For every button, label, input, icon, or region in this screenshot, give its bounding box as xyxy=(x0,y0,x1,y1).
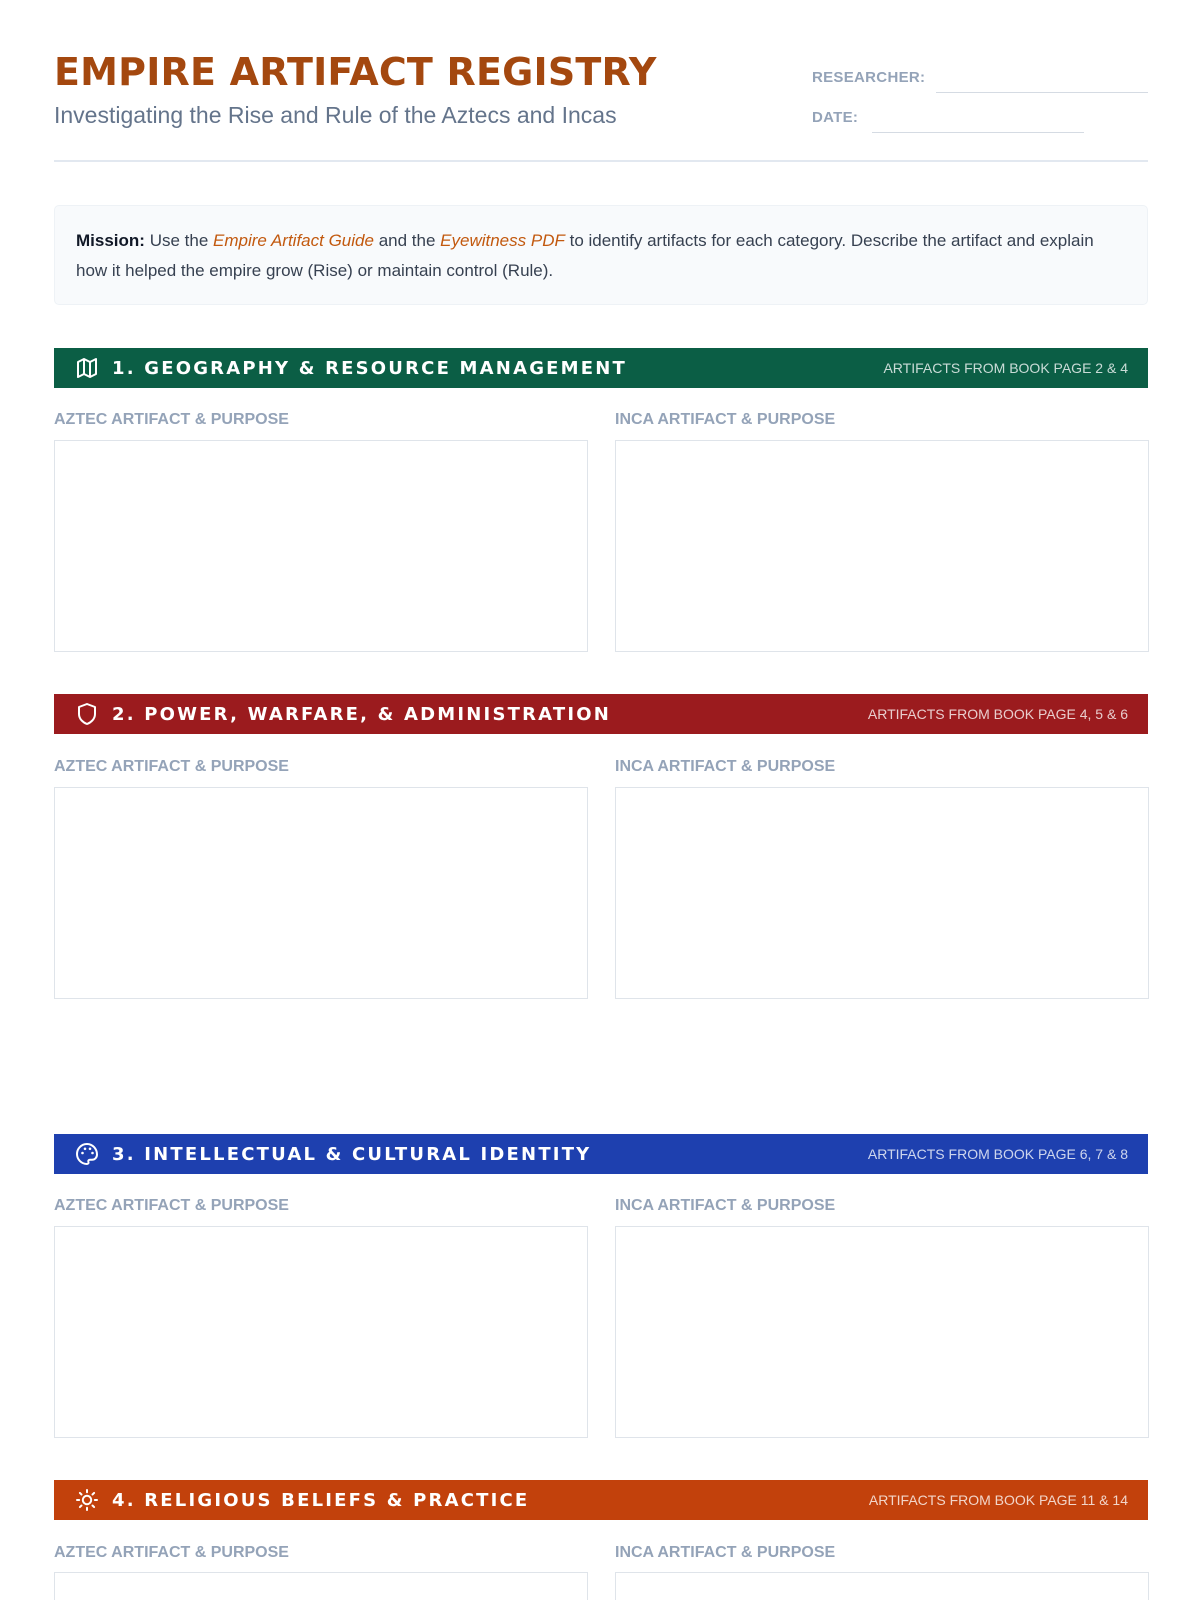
section-title: 1. GEOGRAPHY & RESOURCE MANAGEMENT xyxy=(112,357,628,379)
header-divider xyxy=(54,160,1148,162)
sun-icon xyxy=(74,1487,100,1513)
page-subtitle: Investigating the Rise and Rule of the Aztecs and Incas xyxy=(54,102,617,128)
date-label: DATE: xyxy=(812,109,859,126)
section-page-note: ARTIFACTS FROM BOOK PAGE 6, 7 & 8 xyxy=(867,1146,1128,1162)
palette-icon xyxy=(74,1141,100,1167)
map-icon xyxy=(74,355,100,381)
section-page-note: ARTIFACTS FROM BOOK PAGE 4, 5 & 6 xyxy=(867,706,1128,722)
section-title: 4. RELIGIOUS BELIEFS & PRACTICE xyxy=(112,1489,530,1511)
section-title: 3. INTELLECTUAL & CULTURAL IDENTITY xyxy=(112,1143,592,1165)
date-field[interactable] xyxy=(872,132,1084,133)
inca-column-label: INCA ARTIFACT & PURPOSE xyxy=(615,1544,836,1561)
section-page-note: ARTIFACTS FROM BOOK PAGE 11 & 14 xyxy=(868,1492,1128,1508)
aztec-geography-answer-box[interactable] xyxy=(54,440,588,652)
eyewitness-pdf-link: Eyewitness PDF xyxy=(440,231,565,250)
artifact-guide-link: Empire Artifact Guide xyxy=(213,231,374,250)
aztec-power-answer-box[interactable] xyxy=(54,787,588,999)
aztec-column-label: AZTEC ARTIFACT & PURPOSE xyxy=(54,1197,289,1214)
researcher-field[interactable] xyxy=(936,92,1148,93)
mission-box xyxy=(54,205,1148,305)
section-power-header xyxy=(54,694,1148,734)
shield-icon xyxy=(74,701,100,727)
inca-column-label: INCA ARTIFACT & PURPOSE xyxy=(615,1197,836,1214)
inca-religious-answer-box[interactable] xyxy=(615,1572,1149,1600)
mission-label: Mission: xyxy=(76,231,145,250)
aztec-religious-answer-box[interactable] xyxy=(54,1572,588,1600)
aztec-column-label: AZTEC ARTIFACT & PURPOSE xyxy=(54,758,289,775)
inca-geography-answer-box[interactable] xyxy=(615,440,1149,652)
aztec-intellectual-answer-box[interactable] xyxy=(54,1226,588,1438)
aztec-column-label: AZTEC ARTIFACT & PURPOSE xyxy=(54,411,289,428)
inca-column-label: INCA ARTIFACT & PURPOSE xyxy=(615,758,836,775)
mission-text-1: Use the xyxy=(149,231,209,250)
section-page-note: ARTIFACTS FROM BOOK PAGE 2 & 4 xyxy=(883,360,1128,376)
mission-text-2: and the xyxy=(378,231,436,250)
mission-text-3: to identify artifacts for each category. Describe the artifact and explain how it helped the empire grow (Rise) or maintain control (Rule). xyxy=(76,231,1094,280)
inca-intellectual-answer-box[interactable] xyxy=(615,1226,1149,1438)
section-intellectual-header xyxy=(54,1134,1148,1174)
section-geography-header xyxy=(54,348,1148,388)
inca-column-label: INCA ARTIFACT & PURPOSE xyxy=(615,411,836,428)
section-religious-header xyxy=(54,1480,1148,1520)
section-title: 2. POWER, WARFARE, & ADMINISTRATION xyxy=(112,703,612,725)
aztec-column-label: AZTEC ARTIFACT & PURPOSE xyxy=(54,1544,289,1561)
inca-power-answer-box[interactable] xyxy=(615,787,1149,999)
researcher-label: RESEARCHER: xyxy=(812,69,926,86)
page-title: EMPIRE ARTIFACT REGISTRY xyxy=(54,50,657,94)
